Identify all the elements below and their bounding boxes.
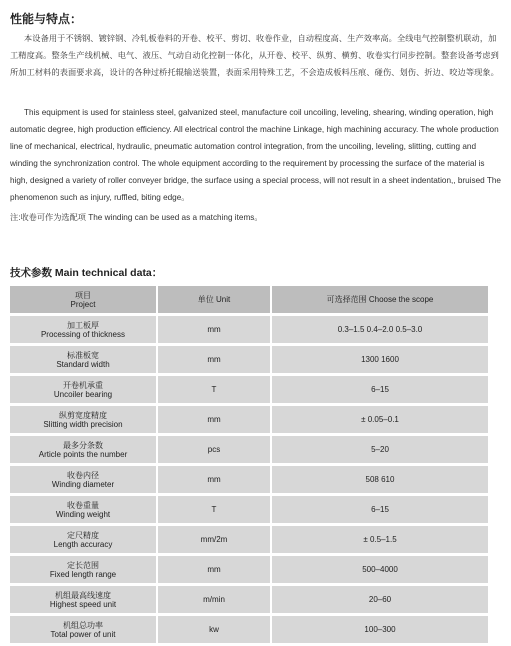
project-cn: 纵剪宽度精度 bbox=[59, 410, 107, 420]
project-en: Standard width bbox=[56, 359, 110, 369]
project-en: Fixed length range bbox=[49, 569, 117, 579]
project-cn: 收卷内径 bbox=[67, 470, 99, 480]
project-en: Total power of unit bbox=[50, 629, 116, 639]
table-row bbox=[10, 376, 488, 403]
header-project-en: Project bbox=[70, 299, 96, 309]
project-cn: 定尺精度 bbox=[67, 530, 99, 540]
range-cell: 6–15 bbox=[272, 376, 488, 403]
project-cn: 最多分条数 bbox=[63, 440, 103, 450]
project-cn: 标准板宽 bbox=[67, 350, 99, 360]
project-cell bbox=[10, 436, 158, 463]
table-row bbox=[10, 526, 488, 553]
range-cell: ± 0.5–1.5 bbox=[272, 526, 488, 553]
table-row bbox=[10, 466, 488, 493]
project-cn: 定长范围 bbox=[67, 560, 99, 570]
project-cn: 加工板厚 bbox=[67, 320, 99, 330]
table-row bbox=[10, 316, 488, 343]
range-cell: 6–15 bbox=[272, 496, 488, 523]
features-chinese-paragraph: 本设备用于不锈钢、镀锌钢、冷轧板卷料的开卷、校平、剪切、收卷作业，自动程度高、生产效率高。全线电气控制整机联动，加工精度高。整条生产线机械、电气、液压、气动自动化控制一体化，从开卷、校平、纵剪、横剪、收卷实行同步控制。整套设备考虑到所加工材料的表面要求高，设计的各种过桥托辊输送装置，表面采用特殊工艺，不会造成板料压痕、碰伤、划伤、折边、咬边等现象。 bbox=[10, 34, 499, 77]
project-cell bbox=[10, 526, 158, 553]
project-en: Article points the number bbox=[38, 449, 128, 459]
project-cell bbox=[10, 316, 158, 343]
header-unit-cell: 单位 Unit bbox=[158, 286, 272, 313]
header-project-cell bbox=[10, 286, 158, 313]
header-range-cell: 可选择范围 Choose the scope bbox=[272, 286, 488, 313]
project-en: Processing of thickness bbox=[40, 329, 126, 339]
table-row bbox=[10, 406, 488, 433]
project-cell bbox=[10, 556, 158, 583]
project-cell bbox=[10, 376, 158, 403]
unit-cell: m/min bbox=[158, 586, 272, 613]
unit-cell: mm bbox=[158, 346, 272, 373]
project-en: Winding diameter bbox=[51, 479, 115, 489]
project-en: Uncoiler bearing bbox=[53, 389, 113, 399]
range-cell: 5–20 bbox=[272, 436, 488, 463]
project-cell bbox=[10, 616, 158, 643]
range-cell: ± 0.05–0.1 bbox=[272, 406, 488, 433]
unit-cell: mm bbox=[158, 466, 272, 493]
winding-note: 注:收卷可作为选配项 The winding can be used as a matching items。 bbox=[10, 213, 263, 222]
range-cell: 100–300 bbox=[272, 616, 488, 643]
technical-data-table bbox=[10, 283, 488, 646]
technical-data-heading: 技术参数 Main technical data： bbox=[10, 267, 163, 279]
unit-cell: mm/2m bbox=[158, 526, 272, 553]
project-en: Highest speed unit bbox=[49, 599, 117, 609]
range-cell: 20–60 bbox=[272, 586, 488, 613]
unit-cell: pcs bbox=[158, 436, 272, 463]
project-cell bbox=[10, 346, 158, 373]
range-cell: 508 610 bbox=[272, 466, 488, 493]
unit-cell: mm bbox=[158, 556, 272, 583]
range-cell: 1300 1600 bbox=[272, 346, 488, 373]
features-english-paragraph: This equipment is used for stainless steel, galvanized steel, manufacture coil uncoiling, leveling, shearing, winding operation, high automatic degree, high production efficiency. All electrical control the machine Linkage, high machining accuracy. The whole production line of mechanical, electrical, hydraulic, pneumatic automation control integration, from the uncoiling, leveling, slitting, cutting and winding the synchronization control. The whole equipment according to the requirement by processing the surface of the material is high, designed a variety of roller conveyer bridge, the surface using a special process, will not result in a sheet indentation,, bruised The phenomenon such as injury, ruffled, biting edge。 bbox=[10, 108, 501, 202]
project-cell bbox=[10, 466, 158, 493]
table-header-row bbox=[10, 286, 488, 313]
unit-cell: mm bbox=[158, 316, 272, 343]
project-cn: 收卷重量 bbox=[67, 500, 99, 510]
project-en: Length accuracy bbox=[53, 539, 113, 549]
unit-cell: T bbox=[158, 496, 272, 523]
project-cell bbox=[10, 406, 158, 433]
table-row bbox=[10, 616, 488, 643]
unit-cell: mm bbox=[158, 406, 272, 433]
project-cn: 机组总功率 bbox=[63, 620, 103, 630]
table-row bbox=[10, 436, 488, 463]
table-row bbox=[10, 346, 488, 373]
unit-cell: kw bbox=[158, 616, 272, 643]
project-en: Winding weight bbox=[55, 509, 111, 519]
project-cn: 开卷机承重 bbox=[63, 380, 103, 390]
features-heading: 性能与特点： bbox=[10, 12, 83, 26]
project-cell bbox=[10, 586, 158, 613]
range-cell: 0.3–1.5 0.4–2.0 0.5–3.0 bbox=[272, 316, 488, 343]
unit-cell: T bbox=[158, 376, 272, 403]
table-row bbox=[10, 586, 488, 613]
project-cn: 机组最高线速度 bbox=[55, 590, 111, 600]
project-en: Slitting width precision bbox=[43, 419, 123, 429]
table-row bbox=[10, 496, 488, 523]
table-row bbox=[10, 556, 488, 583]
header-project-cn: 项目 bbox=[75, 290, 91, 300]
project-cell bbox=[10, 496, 158, 523]
range-cell: 500–4000 bbox=[272, 556, 488, 583]
